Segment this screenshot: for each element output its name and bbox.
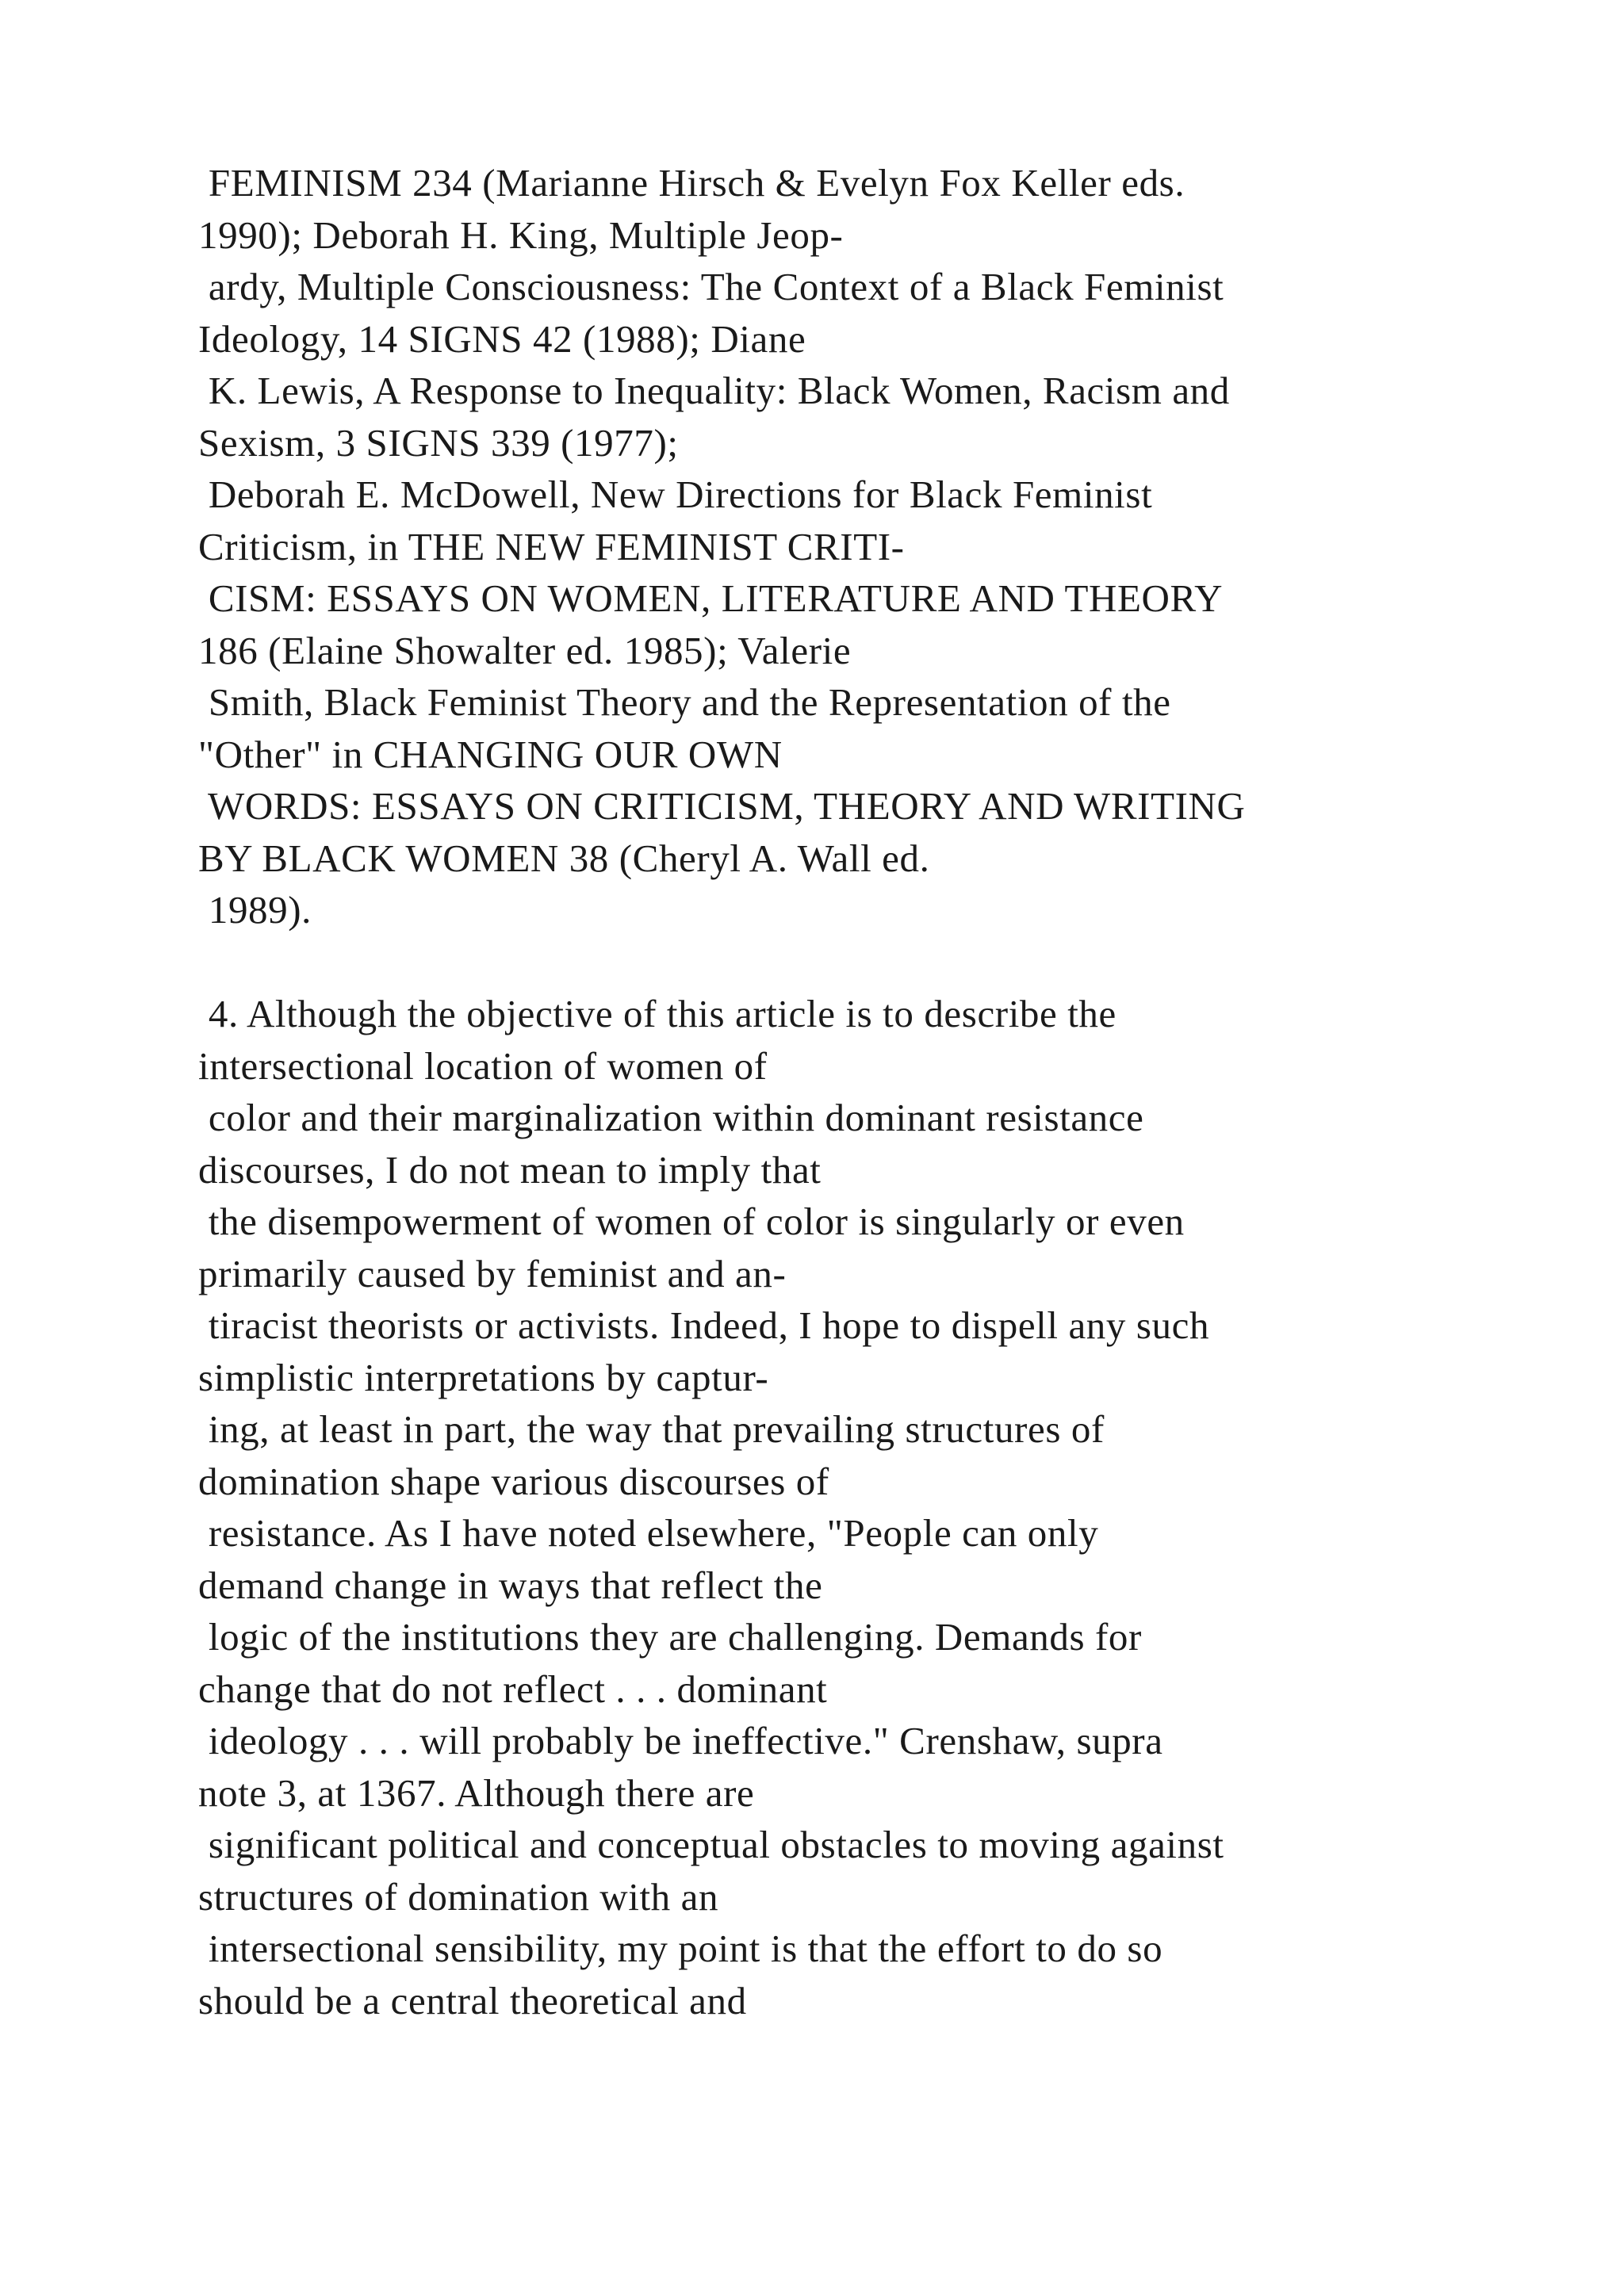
text-line: CISM: ESSAYS ON WOMEN, LITERATURE AND THEORY (198, 576, 1224, 620)
text-line: 186 (Elaine Showalter ed. 1985); Valerie (198, 628, 852, 672)
text-line: change that do not reflect . . . dominant (198, 1667, 828, 1711)
text-line: ardy, Multiple Consciousness: The Context of a Black Feminist (198, 265, 1224, 308)
text-line: FEMINISM 234 (Marianne Hirsch & Evelyn Fox Keller eds. (198, 161, 1185, 205)
text-line: "Other" in CHANGING OUR OWN (198, 732, 783, 776)
text-line: ing, at least in part, the way that prevailing structures of (198, 1407, 1105, 1451)
text-line: demand change in ways that reflect the (198, 1563, 823, 1607)
text-line: Criticism, in THE NEW FEMINIST CRITI- (198, 524, 905, 568)
text-line: structures of domination with an (198, 1874, 719, 1919)
text-line: tiracist theorists or activists. Indeed, I hope to dispell any such (198, 1303, 1210, 1347)
text-line: BY BLACK WOMEN 38 (Cheryl A. Wall ed. (198, 836, 930, 880)
text-line: Sexism, 3 SIGNS 339 (1977); (198, 420, 679, 465)
text-line: discourses, I do not mean to imply that (198, 1147, 822, 1192)
text-line: WORDS: ESSAYS ON CRITICISM, THEORY AND WRITING (198, 784, 1246, 828)
text-line: 4. Although the objective of this article is to describe the (198, 992, 1116, 1035)
text-line: intersectional location of women of (198, 1043, 768, 1088)
text-line: primarily caused by feminist and an- (198, 1251, 787, 1295)
text-line: ideology . . . will probably be ineffective." Crenshaw, supra (198, 1719, 1163, 1762)
text-line: Deborah E. McDowell, New Directions for Black Feminist (198, 473, 1153, 516)
text-line: note 3, at 1367. Although there are (198, 1770, 755, 1815)
text-line: color and their marginalization within dominant resistance (198, 1096, 1144, 1139)
text-line: the disempowerment of women of color is singularly or even (198, 1200, 1185, 1243)
text-line: intersectional sensibility, my point is that the effort to do so (198, 1927, 1163, 1970)
text-line: K. Lewis, A Response to Inequality: Black Women, Racism and (198, 369, 1230, 412)
text-line: logic of the institutions they are challenging. Demands for (198, 1615, 1142, 1659)
text-line: should be a central theoretical and (198, 1978, 747, 2022)
text-line: 1989). (198, 888, 312, 932)
text-line: Smith, Black Feminist Theory and the Representation of the (198, 680, 1171, 724)
footnote-continuation (198, 157, 1594, 936)
text-line: significant political and conceptual obstacles to moving against (198, 1823, 1224, 1866)
text-line: resistance. As I have noted elsewhere, "People can only (198, 1511, 1099, 1555)
text-line: domination shape various discourses of (198, 1459, 829, 1503)
document-page (198, 157, 1594, 2026)
paragraph-gap (198, 936, 1594, 989)
footnote-4 (198, 988, 1594, 2026)
text-line: simplistic interpretations by captur- (198, 1355, 769, 1399)
text-line: Ideology, 14 SIGNS 42 (1988); Diane (198, 316, 806, 361)
text-line: 1990); Deborah H. King, Multiple Jeop- (198, 212, 844, 257)
